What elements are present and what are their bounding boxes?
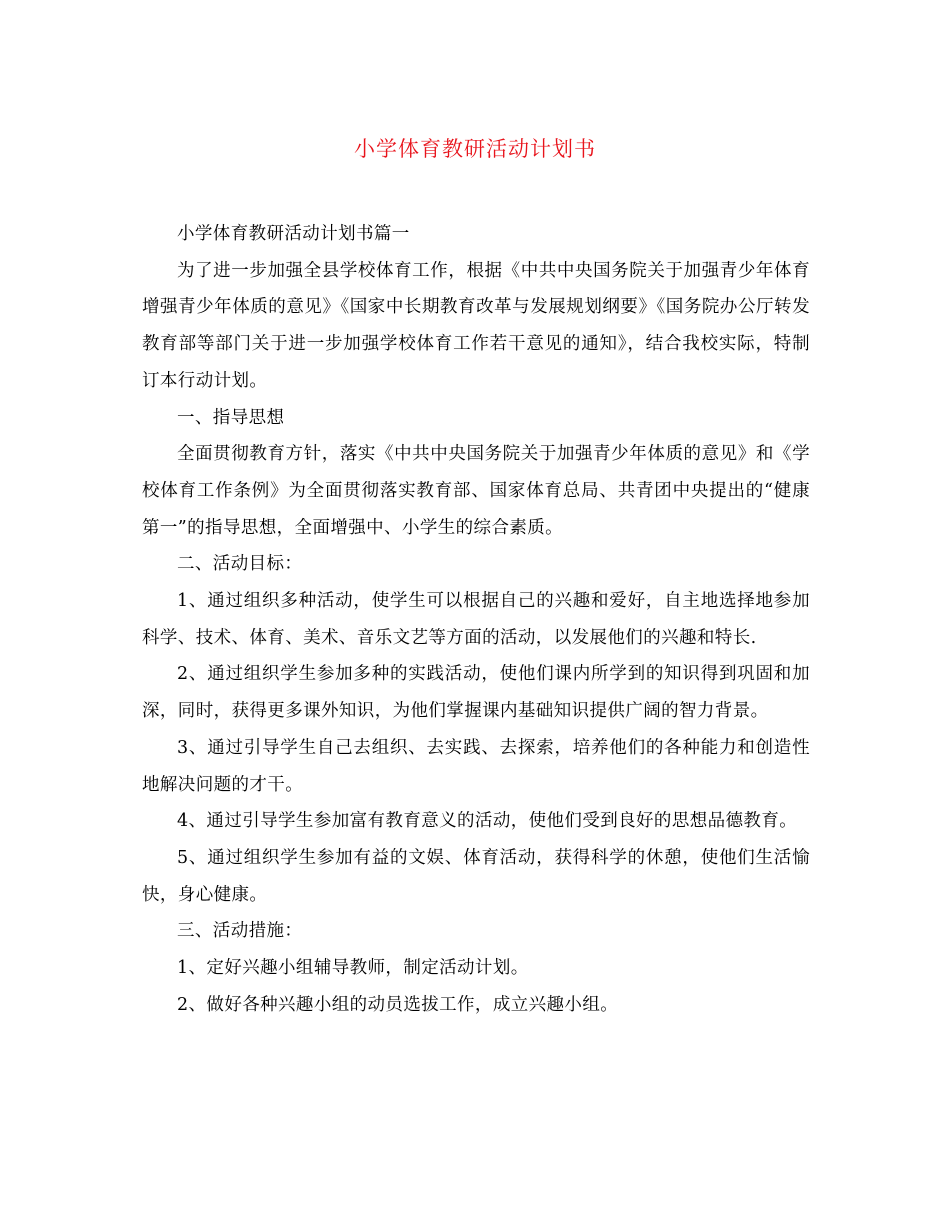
measure-item-1: 1、定好兴趣小组辅导教师，制定活动计划。: [177, 958, 529, 979]
goal-item-5: 5、通过组织学生参加有益的文娱、体育活动，获得科学的休憩，使他们生活愉快，身心健康。: [142, 847, 810, 905]
goal-item-4: 4、通过引导学生参加富有教育意义的活动，使他们受到良好的思想品德教育。: [177, 811, 798, 832]
section-heading-guiding-ideology: 一、指导思想: [177, 407, 285, 428]
guiding-ideology-paragraph: 全面贯彻教育方针，落实《中共中央国务院关于加强青少年体质的意见》和《学校体育工作条例》为全面贯彻落实教育部、国家体育总局、共青团中央提出的“健康第一”的指导思想，全面增强中、小学生的综合素质。: [142, 444, 810, 538]
intro-paragraph: 为了进一步加强全县学校体育工作，根据《中共中央国务院关于加强青少年体育增强青少年体质的意见》《国家中长期教育改革与发展规划纲要》《国务院办公厅转发教育部等部门关于进一步加强学校体育工作若干意见的通知》，结合我校实际，特制订本行动计划。: [142, 260, 810, 391]
document-body: [142, 216, 810, 1023]
goal-item-1: 1、通过组织多种活动，使学生可以根据自己的兴趣和爱好，自主地选择地参加科学、技术、体育、美术、音乐文艺等方面的活动，以发展他们的兴趣和特长.: [142, 591, 810, 648]
measure-item-2: 2、做好各种兴趣小组的动员选拔工作，成立兴趣小组。: [177, 994, 619, 1015]
document-title: 小学体育教研活动计划书: [354, 137, 596, 161]
goal-item-3: 3、通过引导学生自己去组织、去实践、去探索，培养他们的各种能力和创造性地解决问题的才干。: [142, 737, 810, 795]
section-heading-activity-measures: 三、活动措施：: [177, 921, 303, 942]
section-heading-part-one: 小学体育教研活动计划书篇一: [177, 224, 410, 244]
goal-item-2: 2、通过组织学生参加多种的实践活动，使他们课内所学到的知识得到巩固和加深，同时，获得更多课外知识，为他们掌握课内基础知识提供广阔的智力背景。: [142, 664, 810, 722]
section-heading-activity-goals: 二、活动目标：: [177, 554, 303, 575]
